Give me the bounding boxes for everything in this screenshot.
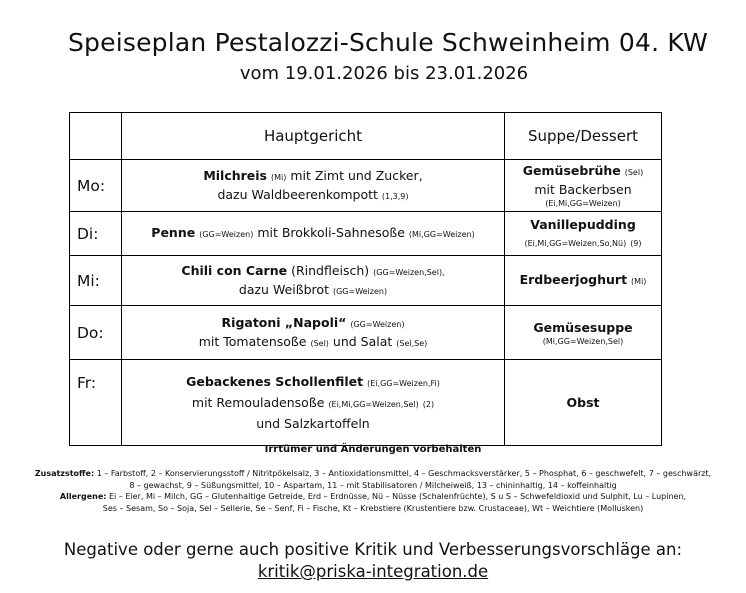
dish-name: Rigatoni „Napoli“	[221, 314, 347, 330]
dish-text: mit Remouladensoße	[191, 395, 325, 410]
soup-cell	[505, 160, 662, 212]
menu-table	[69, 112, 662, 446]
soup-cell	[505, 256, 662, 306]
soup-cell	[505, 360, 662, 446]
dessert-name: Erdbeerjoghurt	[519, 272, 628, 287]
allergen-note: (Mi)	[270, 172, 287, 182]
legend-notes	[0, 468, 746, 514]
allergen-note: (Sel)	[624, 168, 644, 177]
allergen-note: (Sel,Se)	[396, 338, 428, 348]
main-dish-cell	[122, 256, 505, 306]
allergen-note: (Ei,Mi,GG=Weizen)	[545, 199, 621, 208]
dish-text: (Rindfleisch)	[291, 262, 370, 278]
allergens-label: Allergene:	[59, 492, 107, 501]
header-day	[70, 113, 122, 160]
main-dish-cell	[122, 360, 505, 446]
table-header-row	[70, 113, 662, 160]
dish-text: mit Zimt und Zucker,	[290, 167, 423, 183]
additive-note: (9)	[630, 238, 642, 248]
main-dish-cell	[122, 160, 505, 212]
allergen-note: (Sel)	[310, 338, 329, 348]
day-label: Mi:	[70, 256, 122, 306]
soup-name: Gemüsebrühe	[522, 163, 621, 178]
header-main-dish: Hauptgericht	[122, 113, 505, 160]
table-row	[70, 256, 662, 306]
allergen-note: (Mi,GG=Weizen)	[408, 230, 475, 239]
soup-text: mit Backerbsen	[534, 182, 632, 197]
day-label: Mo:	[70, 160, 122, 212]
disclaimer: Irrtümer und Änderungen vorbehalten	[264, 444, 482, 455]
feedback-text: Negative oder gerne auch positive Kritik und Verbesserungsvorschläge an:	[63, 540, 683, 559]
additives-label: Zusatzstoffe:	[34, 469, 95, 478]
allergen-note: (GG=Weizen)	[199, 230, 254, 239]
soup-name: Gemüsesuppe	[533, 319, 633, 335]
feedback-email-link[interactable]: kritik@priska-integration.de	[257, 562, 489, 581]
allergens-text-2: Ses – Sesam, So – Soja, Sel – Sellerie, Se – Senf, Fi – Fische, Kt – Krebstiere (Krustentiere bzw. Crustaceae), Wt – Weichtiere (Mollusken)	[102, 503, 644, 513]
dish-text: mit Tomatensoße	[198, 333, 307, 349]
allergen-note: (GG=Weizen)	[332, 286, 388, 296]
additives-text: 1 – Farbstoff, 2 – Konservierungsstoff / Nitritpökelsalz, 3 – Antioxidationsmittel, 4 – Geschmacksverstärker, 5 – Phosphat, 6 – geschwefelt, 7 – geschwärzt,	[96, 469, 712, 478]
allergens-line	[0, 491, 746, 503]
feedback-section	[0, 539, 746, 583]
additives-line	[0, 468, 746, 480]
additives-text-2: 8 – gewachst, 9 – Süßungsmittel, 10 – Aspartam, 11 – mit Stabilisatoren / Milcheiweiß, 13 – chininhaltig, 14 – koffeinhaltig	[129, 480, 617, 490]
dish-name: Penne	[151, 225, 196, 240]
table-row	[70, 160, 662, 212]
allergen-note: (Ei,Mi,GG=Weizen,Sel)	[328, 400, 419, 409]
soup-cell	[505, 212, 662, 256]
page-title: Speiseplan Pestalozzi-Schule Schweinheim 04. KW	[67, 28, 708, 57]
dessert-name: Obst	[566, 395, 600, 410]
day-label: Di:	[70, 212, 122, 256]
table-row	[70, 360, 662, 446]
table-row	[70, 306, 662, 360]
dish-text: und Salat	[332, 333, 393, 349]
main-dish-cell	[122, 306, 505, 360]
dish-name: Chili con Carne	[181, 262, 288, 278]
allergen-note: (Ei,Mi,GG=Weizen,So,Nü)	[524, 238, 627, 248]
soup-cell	[505, 306, 662, 360]
allergen-note: (GG=Weizen)	[350, 319, 405, 329]
dish-text: mit Brokkoli-Sahnesoße	[257, 225, 405, 240]
dish-text: dazu Weißbrot	[238, 281, 329, 297]
additive-note: (1,3,9)	[381, 191, 409, 201]
allergen-note: (Mi)	[631, 277, 647, 286]
allergens-text: Ei – Eier, Mi – Milch, GG – Glutenhaltige Getreide, Erd – Erdnüsse, Nü – Nüsse (Schalenfrüchte), S u S – Schwefeldioxid und Sulphit, Lu – Lupinen,	[109, 492, 687, 501]
table-row	[70, 212, 662, 256]
main-dish-cell	[122, 212, 505, 256]
dessert-name: Vanillepudding	[530, 216, 636, 232]
allergen-note: (Mi,GG=Weizen,Sel)	[542, 336, 624, 346]
dish-text: und Salzkartoffeln	[256, 416, 370, 431]
allergen-note: (Ei,GG=Weizen,Fi)	[367, 379, 440, 388]
dish-text: dazu Waldbeerenkompott	[217, 186, 378, 202]
header-soup-dessert: Suppe/Dessert	[505, 113, 662, 160]
additive-note: (2)	[422, 400, 435, 409]
date-range: vom 19.01.2026 bis 23.01.2026	[239, 63, 529, 84]
allergen-note: (GG=Weizen,Sel),	[373, 267, 445, 277]
dish-name: Gebackenes Schollenfilet	[186, 374, 364, 389]
day-label: Do:	[70, 306, 122, 360]
day-label: Fr:	[70, 360, 122, 446]
dish-name: Milchreis	[203, 167, 267, 183]
